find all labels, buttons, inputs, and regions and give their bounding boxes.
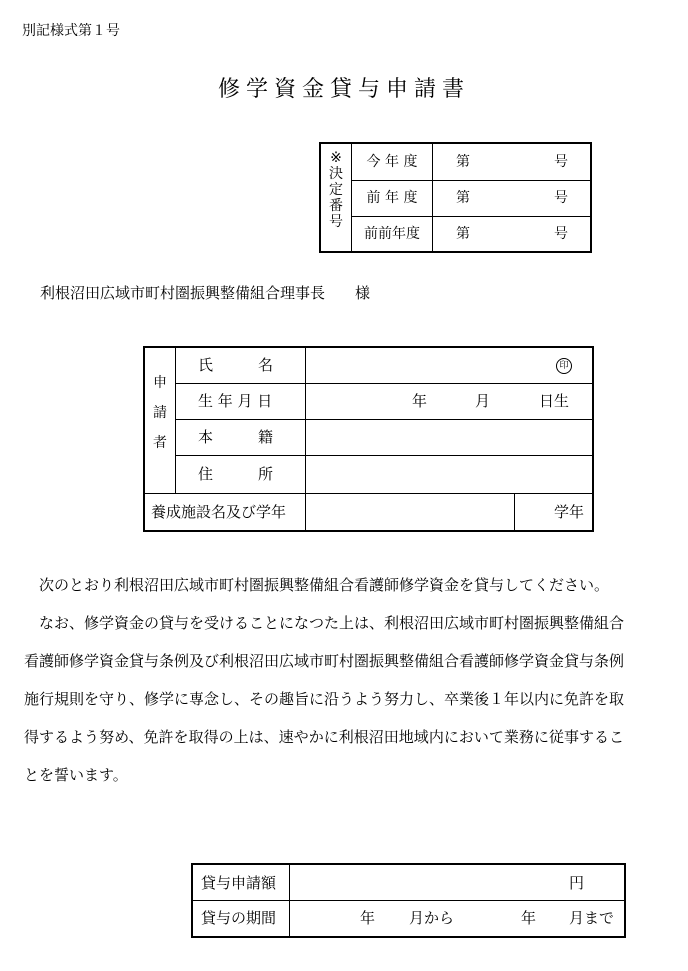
year-label: 今 年 度 <box>352 144 433 180</box>
page-title: 修学資金貸与申請書 <box>217 77 470 102</box>
label-char: 番 <box>329 198 343 214</box>
school-row <box>145 494 592 530</box>
side-char: 申 <box>153 375 167 391</box>
address-row <box>176 456 592 494</box>
honseki-label: 本 籍 <box>176 420 306 455</box>
loan-period-row <box>193 901 624 936</box>
address-field[interactable] <box>307 456 591 493</box>
school-field[interactable] <box>306 494 515 530</box>
addressee: 利根沼田広域市町村圏振興整備組合理事長 様 <box>40 284 371 302</box>
seal-mark: 印 <box>556 358 572 374</box>
label-char: 号 <box>329 214 343 230</box>
loan-period-label: 貸与の期間 <box>193 901 290 936</box>
grade-suffix: 学年 <box>554 503 585 521</box>
label-char: ※ <box>330 150 342 166</box>
from-year-label: 年 <box>360 909 376 927</box>
dai-label: 第 <box>456 226 470 242</box>
school-label: 養成施設名及び学年 <box>145 494 306 530</box>
body-text <box>24 566 624 794</box>
decision-number-label <box>321 144 352 251</box>
birthdate-row <box>176 384 592 420</box>
decision-row-before-previous <box>352 216 592 252</box>
year-label: 前前年度 <box>352 216 433 252</box>
to-year-label: 年 <box>521 909 537 927</box>
birthdate-label: 生 年 月 日 <box>176 384 306 419</box>
loan-amount-field[interactable] <box>291 865 561 900</box>
dai-label: 第 <box>456 154 470 170</box>
applicant-table <box>143 346 594 532</box>
go-label: 号 <box>554 154 568 170</box>
decision-number-table <box>319 142 592 253</box>
address-label: 住 所 <box>176 456 306 493</box>
name-field[interactable] <box>321 348 576 383</box>
side-char: 請 <box>153 405 167 421</box>
paragraph-pledge: なお、修学資金の貸与を受けることになつた上は、利根沼田広域市町村圏振興整備組合看護師修学資金貸与条例及び利根沼田広域市町村圏振興整備組合看護師修学資金貸与条例施行規則を守り、修学に専念し、その趣旨に沿うよう努力し、卒業後１年以内に免許を取得するよう努め、免許を取得の上は、速やかに利根沼田地域内において業務に従事することを誓います。 <box>24 614 625 784</box>
amount-unit: 円 <box>569 874 585 892</box>
side-char: 者 <box>153 435 167 451</box>
loan-amount-row <box>193 865 624 901</box>
from-month-label: 月から <box>409 909 455 927</box>
loan-table <box>191 863 626 938</box>
dai-label: 第 <box>456 190 470 206</box>
honseki-field[interactable] <box>307 420 591 455</box>
go-label: 号 <box>554 190 568 206</box>
label-char: 決 <box>329 166 343 182</box>
label-char: 定 <box>329 182 343 198</box>
decision-row-current <box>352 144 592 181</box>
name-row <box>176 348 592 384</box>
form-number: 別記様式第１号 <box>22 23 120 39</box>
name-label: 氏 名 <box>176 348 306 383</box>
honseki-row <box>176 420 592 456</box>
birth-month-label: 月 <box>475 392 491 410</box>
birth-year-label: 年 <box>412 392 428 410</box>
to-month-label: 月まで <box>569 909 615 927</box>
year-label: 前 年 度 <box>352 180 433 216</box>
paragraph-request: 次のとおり利根沼田広域市町村圏振興整備組合看護師修学資金を貸与してください。 <box>39 576 610 594</box>
birth-day-label: 日生 <box>539 392 570 410</box>
decision-row-previous <box>352 180 592 217</box>
go-label: 号 <box>554 226 568 242</box>
loan-amount-label: 貸与申請額 <box>193 865 290 901</box>
applicant-side-label <box>145 348 176 494</box>
